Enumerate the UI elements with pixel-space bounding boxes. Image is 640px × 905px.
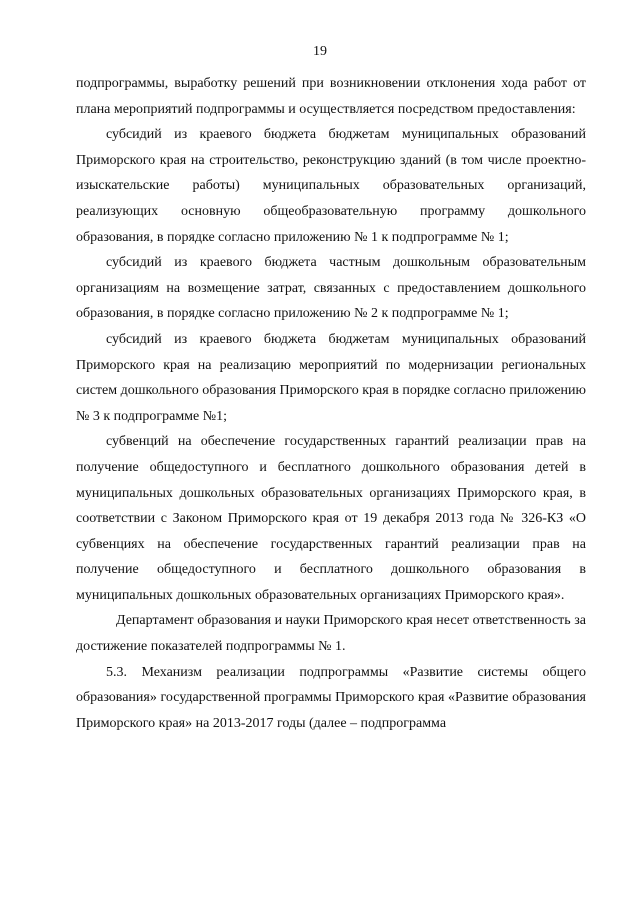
document-body: [76, 71, 586, 736]
paragraph-department: Департамент образования и науки Приморского края несет ответственность за достижение показателей подпрограммы № 1.: [76, 613, 586, 655]
paragraph-intro: подпрограммы, выработку решений при возникновении отклонения хода работ от плана мероприятий подпрограммы и осуществляется посредством предоставления:: [76, 76, 586, 117]
paragraph-section-5-3: 5.3. Механизм реализации подпрограммы «Развитие системы общего образования» государственной программы Приморского края «Развитие образования Приморского края» на 2013-2017 годы (далее – подпрограмма: [76, 664, 586, 731]
paragraph-subsidy-construction: субсидий из краевого бюджета бюджетам муниципальных образований Приморского края на строительство, реконструкцию зданий (в том числе проектно-изыскательские работы) муниципальных образовательных организаций, реализующих основную общеобразовательную программу дошкольного образования, в порядке согласно приложению № 1 к подпрограмме № 1;: [76, 127, 586, 245]
paragraph-subsidy-modernization: субсидий из краевого бюджета бюджетам муниципальных образований Приморского края на реализацию мероприятий по модернизации региональных систем дошкольного образования Приморского края в порядке согласно приложению № 3 к подпрограмме №1;: [76, 331, 586, 424]
page-number: 19: [313, 44, 327, 59]
paragraph-subsidy-private: субсидий из краевого бюджета частным дошкольным образовательным организациям на возмещение затрат, связанных с предоставлением дошкольного образования, в порядке согласно приложению № 2 к подпрограмме № 1;: [76, 255, 586, 322]
paragraph-subvention: субвенций на обеспечение государственных гарантий реализации прав на получение общедоступного и бесплатного дошкольного образования детей в муниципальных дошкольных образовательных организациях Приморского края, в соответствии с Законом Приморского края от 19 декабря 2013 года № 326-КЗ «О субвенциях на обеспечение государственных гарантий реализации прав на получение общедоступного и бесплатного дошкольного образования в муниципальных дошкольных образовательных организациях Приморского края».: [76, 434, 586, 603]
